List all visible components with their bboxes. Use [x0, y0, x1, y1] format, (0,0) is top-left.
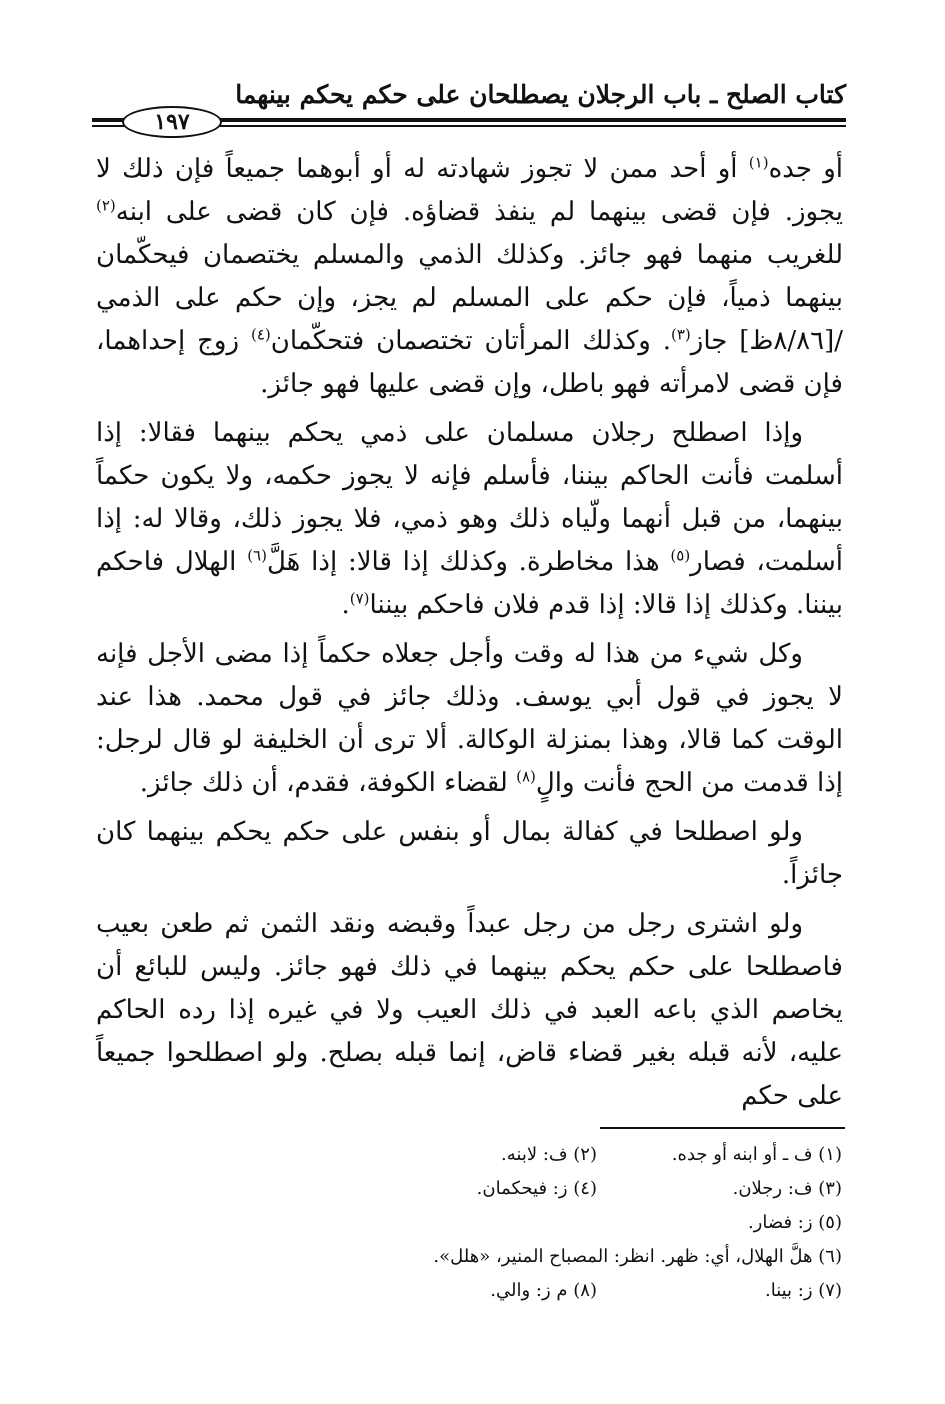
footnote: (٥) ز: فضار.	[747, 1212, 842, 1233]
text-run: . وكذلك المرأتان تختصمان فتحكّمان	[270, 326, 671, 356]
text-run: ولو اصطلحا في كفالة بمال أو بنفس على حكم يحكم بينهما كان جائزاً.	[96, 817, 843, 890]
footnote-marker: (٨)	[516, 767, 536, 786]
footnote-marker: (٢)	[96, 196, 116, 215]
footnote: (٨) م ز: والي.	[490, 1280, 597, 1301]
footnote-row	[282, 1206, 842, 1240]
footnote-row	[282, 1172, 842, 1206]
footnote-row	[282, 1138, 842, 1172]
footnote-marker: (٣)	[670, 325, 691, 344]
paragraph	[96, 148, 843, 406]
paragraph	[96, 412, 843, 627]
footnote: (٤) ز: فيحكمان.	[476, 1178, 597, 1199]
text-run: لقضاء الكوفة، فقدم، أن ذلك جائز.	[139, 768, 517, 798]
text-run: وإذا اصطلح رجلان مسلمان على ذمي يحكم بينهما فقالا: إذا أسلمت فأنت الحاكم بيننا، فأسلم فإنه لا يجوز حكمه، ولا يكون حكماً بينهما، من قبل أنهما ولّياه ذلك وهو ذمي، فلا يجوز ذلك، وقالا له: إذا أسلمت، فصار	[96, 418, 843, 577]
text-run: أو أحد ممن لا تجوز شهادته له أو أبوهما جميعاً فإن ذلك لا يجوز. فإن قضى بينهما لم ينفذ قضاؤه. فإن كان قضى على ابنه	[96, 154, 843, 227]
footnote-row	[282, 1274, 842, 1308]
footnote: (٧) ز: بينا.	[764, 1280, 842, 1301]
paragraph	[96, 811, 843, 897]
text-run: للغريب منهما فهو جائز. وكذلك الذمي والمسلم يختصمان فيحكّمان بينهما ذمياً، فإن حكم على المسلم لم يجز، وإن حكم على الذمي /[٨/٨٦ظ] جاز	[96, 240, 843, 356]
text-run: ولو اشترى رجل من رجل عبداً وقبضه ونقد الثمن ثم طعن بعيب فاصطلحا على حكم يحكم بينهما في ذلك فهو جائز. وليس للبائع أن يخاصم الذي باعه العبد في ذلك العيب ولا في غيره إذا رده الحاكم عليه، لأنه قبله بغير قضاء قاض، إنما قبله بصلح. ولو اصطلحوا جميعاً على حكم	[96, 909, 843, 1111]
text-run: أو جده	[768, 154, 843, 184]
text-run: الهلال فاحكم بيننا. وكذلك إذا قالا: إذا قدم فلان فاحكم بيننا	[96, 547, 843, 620]
footnote: (٣) ف: رجلان.	[732, 1178, 842, 1199]
text-run: وكل شيء من هذا له وقت وأجل جعلاه حكماً إذا مضى الأجل فإنه لا يجوز في قول أبي يوسف. وذلك جائز في قول محمد. هذا عند الوقت كما قالا، وهذا بمنزلة الوكالة. ألا ترى أن الخليفة لو قال لرجل: إذا قدمت من الحج فأنت والٍ	[96, 639, 843, 798]
footnote-marker: (٦)	[247, 546, 267, 565]
body-text	[96, 148, 843, 1118]
text-run: زوج إحداهما، فإن قضى لامرأته فهو باطل، وإن قضى عليها فهو جائز.	[96, 326, 843, 399]
text-run: هذا مخاطرة. وكذلك إذا قالا: إذا هَلَّ	[266, 547, 671, 577]
footnote-marker: (١)	[748, 153, 769, 172]
footnote-row	[282, 1240, 842, 1274]
footnote: (٢) ف: لابنه.	[501, 1144, 597, 1165]
running-title: كتاب الصلح ـ باب الرجلان يصطلحان على حكم يحكم بينهما	[235, 80, 846, 109]
footnote-marker: (٧)	[349, 589, 370, 608]
footnote-marker: (٤)	[250, 325, 271, 344]
footnote: (٦) هلَّ الهلال، أي: ظهر. انظر: المصباح المنير، «هلل».	[433, 1246, 842, 1267]
page-header	[92, 78, 846, 138]
footnote-marker: (٥)	[670, 546, 691, 565]
footnote: (١) ف ـ أو ابنه أو جده.	[671, 1144, 842, 1165]
footnote-separator	[600, 1127, 845, 1129]
paragraph	[96, 903, 843, 1118]
footnotes	[282, 1138, 842, 1308]
page-number: ١٩٧	[122, 106, 222, 138]
paragraph	[96, 633, 843, 805]
text-run: .	[341, 590, 350, 620]
